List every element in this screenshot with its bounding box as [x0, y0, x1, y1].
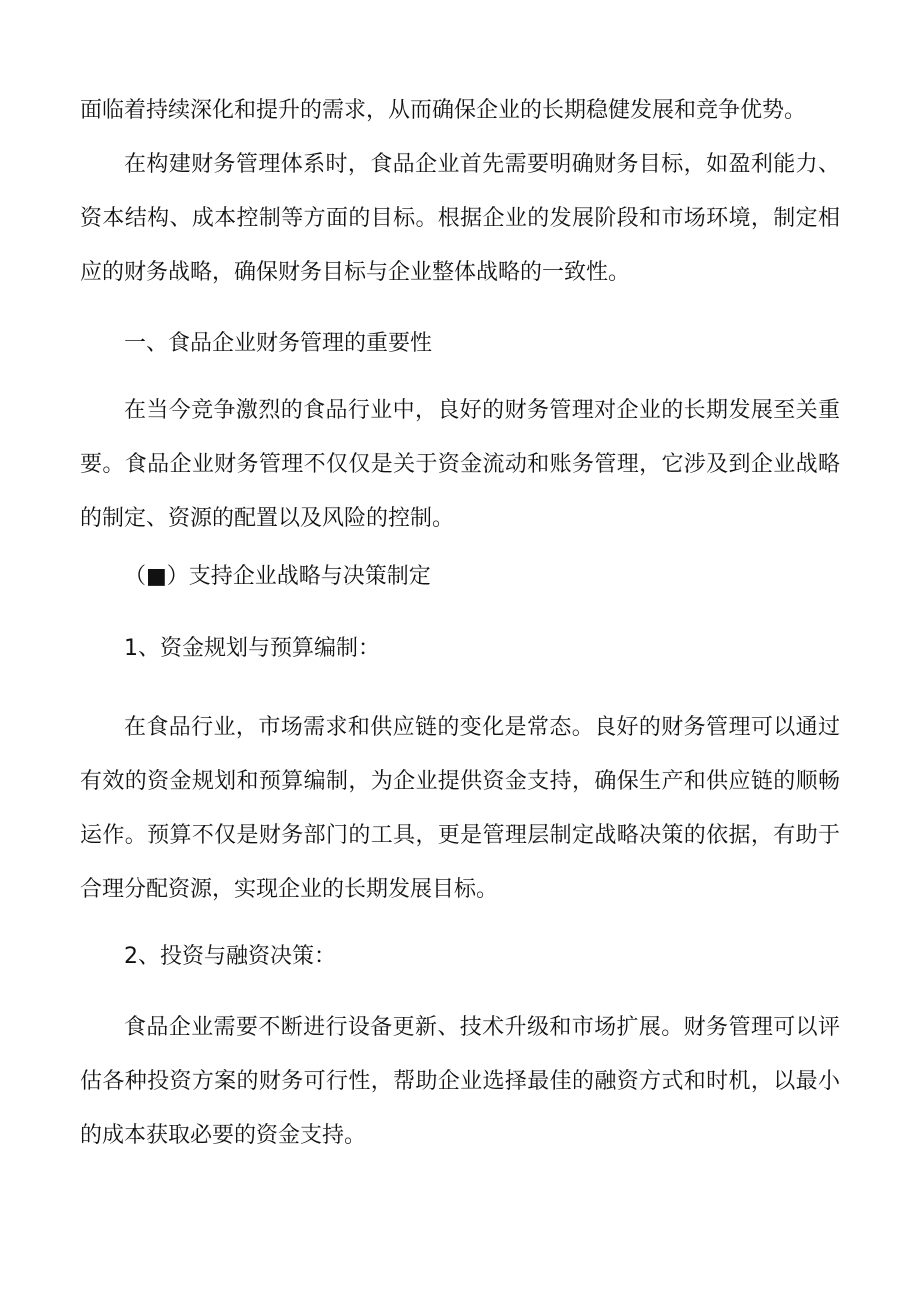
paragraph-importance: 在当今竞争激烈的食品行业中，良好的财务管理对企业的长期发展至关重要。食品企业财务管理不仅仅是关于资金流动和账务管理，它涉及到企业战略的制定、资源的配置以及风险的控制。 — [80, 398, 840, 531]
paragraph-investment: 食品企业需要不断进行设备更新、技术升级和市场扩展。财务管理可以评估各种投资方案的财务可行性，帮助企业选择最佳的融资方式和时机，以最小的成本获取必要的资金支持。 — [80, 1015, 840, 1148]
paragraph-financial-system: 在构建财务管理体系时，食品企业首先需要明确财务目标，如盈利能力、资本结构、成本控制等方面的目标。根据企业的发展阶段和市场环境，制定相应的财务战略，确保财务目标与企业整体战略的一致性。 — [80, 152, 840, 285]
subsection-heading-strategy: （■）支持企业战略与决策制定 — [124, 564, 431, 589]
paragraph-budgeting: 在食品行业，市场需求和供应链的变化是常态。良好的财务管理可以通过有效的资金规划和预算编制，为企业提供资金支持，确保生产和供应链的顺畅运作。预算不仅是财务部门的工具，更是管理层制定战略决策的依据，有助于合理分配资源，实现企业的长期发展目标。 — [80, 715, 840, 902]
item-heading-budgeting: 1、资金规划与预算编制： — [124, 636, 380, 661]
section-heading-importance: 一、食品企业财务管理的重要性 — [124, 331, 433, 356]
paragraph-continuation: 面临着持续深化和提升的需求，从而确保企业的长期稳健发展和竞争优势。 — [80, 98, 807, 123]
item-heading-investment: 2、投资与融资决策： — [124, 944, 336, 969]
